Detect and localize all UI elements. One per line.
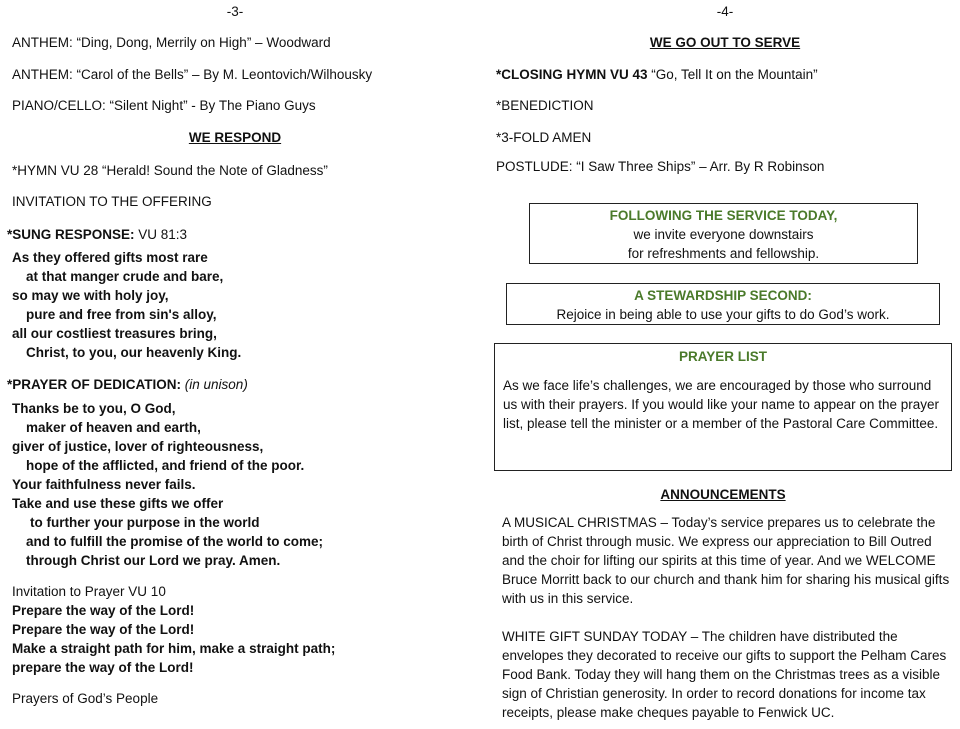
postlude: POSTLUDE: “I Saw Three Ships” – Arr. By R Robinson bbox=[496, 159, 825, 174]
sung-line: at that manger crude and bare, bbox=[26, 269, 224, 284]
prayer-line: Thanks be to you, O God, bbox=[12, 401, 176, 416]
stewardship-title: A STEWARDSHIP SECOND: bbox=[634, 288, 812, 303]
sung-response bbox=[7, 226, 187, 243]
closing-hymn bbox=[496, 66, 818, 83]
sung-line: pure and free from sin's alloy, bbox=[26, 307, 217, 322]
musical-christmas-announcement: A MUSICAL CHRISTMAS – Today’s service prepares us to celebrate the birth of Christ through music. We express our appreciation to Bill Outred and the choir for lifting our spirits at this time of year. And we WELCOME Bruce Morritt back to our church and thank him for sharing his musical gifts with us in this service. bbox=[502, 515, 950, 606]
we-respond-heading: WE RESPOND bbox=[188, 130, 282, 145]
invitation-prayer: Invitation to Prayer VU 10 bbox=[12, 584, 166, 599]
prepare-line: Prepare the way of the Lord! bbox=[12, 622, 195, 637]
piano-cello: PIANO/CELLO: “Silent Night” - By The Piano Guys bbox=[12, 98, 316, 113]
prayer-line: hope of the afflicted, and friend of the poor. bbox=[26, 458, 305, 473]
following-title: FOLLOWING THE SERVICE TODAY, bbox=[609, 208, 838, 223]
following-line: for refreshments and fellowship. bbox=[627, 246, 820, 261]
prayer-line: Your faithfulness never fails. bbox=[12, 477, 196, 492]
prayer-line: and to fulfill the promise of the world to come; bbox=[26, 534, 323, 549]
sung-response-label: *SUNG RESPONSE: bbox=[7, 227, 135, 242]
announcements-heading: ANNOUNCEMENTS bbox=[660, 487, 786, 502]
sung-line: Christ, to you, our heavenly King. bbox=[26, 345, 242, 360]
prepare-line: Prepare the way of the Lord! bbox=[12, 603, 195, 618]
anthem-2: ANTHEM: “Carol of the Bells” – By M. Leontovich/Wilhousky bbox=[12, 67, 373, 82]
prayer-line: to further your purpose in the world bbox=[30, 515, 260, 530]
following-service-box bbox=[529, 203, 918, 264]
sung-response-ref: VU 81:3 bbox=[134, 227, 188, 242]
prayer-line: maker of heaven and earth, bbox=[26, 420, 201, 435]
prayers-gods-people: Prayers of God’s People bbox=[12, 691, 159, 706]
page-number: -3- bbox=[226, 4, 244, 19]
hymn-28: *HYMN VU 28 “Herald! Sound the Note of Gladness” bbox=[12, 163, 328, 178]
prayer-dedication bbox=[7, 376, 248, 393]
prayer-list-text: As we face life’s challenges, we are encouraged by those who surround us with their prayers. If you would like your name to appear on the prayer list, please tell the minister or a member of the Pastoral Care Committee. bbox=[503, 378, 939, 431]
sung-line: so may we with holy joy, bbox=[12, 288, 169, 303]
closing-hymn-title: “Go, Tell It on the Mountain” bbox=[647, 67, 818, 82]
sung-line: all our costliest treasures bring, bbox=[12, 326, 217, 341]
three-fold-amen: *3-FOLD AMEN bbox=[496, 130, 592, 145]
following-line: we invite everyone downstairs bbox=[633, 227, 814, 242]
prayer-dedication-note: (in unison) bbox=[181, 377, 248, 392]
anthem-1: ANTHEM: “Ding, Dong, Merrily on High” – Woodward bbox=[12, 35, 331, 50]
stewardship-box bbox=[506, 283, 940, 325]
prayer-line: giver of justice, lover of righteousness, bbox=[12, 439, 264, 454]
sung-line: As they offered gifts most rare bbox=[12, 250, 208, 265]
prayer-line: Take and use these gifts we offer bbox=[12, 496, 224, 511]
stewardship-text: Rejoice in being able to use your gifts to do God’s work. bbox=[556, 307, 890, 322]
invitation-offering: INVITATION TO THE OFFERING bbox=[12, 194, 212, 209]
closing-hymn-label: *CLOSING HYMN VU 43 bbox=[496, 67, 648, 82]
prayer-list-title: PRAYER LIST bbox=[678, 349, 768, 364]
prayer-line: through Christ our Lord we pray. Amen. bbox=[26, 553, 281, 568]
go-out-heading: WE GO OUT TO SERVE bbox=[649, 35, 801, 50]
prepare-line: prepare the way of the Lord! bbox=[12, 660, 194, 675]
prayer-dedication-label: *PRAYER OF DEDICATION: bbox=[7, 377, 182, 392]
prayer-list-box bbox=[494, 343, 952, 471]
white-gift-announcement: WHITE GIFT SUNDAY TODAY – The children have distributed the envelopes they decorated to receive our gifts to support the Pelham Cares Food Bank. Today they will hang them on the Christmas trees as a visible sign of Christian generosity. In order to record donations for income tax receipts, please make cheques payable to Fenwick UC. bbox=[502, 629, 947, 720]
page-number: -4- bbox=[716, 4, 734, 19]
benediction: *BENEDICTION bbox=[496, 98, 594, 113]
prepare-line: Make a straight path for him, make a straight path; bbox=[12, 641, 336, 656]
